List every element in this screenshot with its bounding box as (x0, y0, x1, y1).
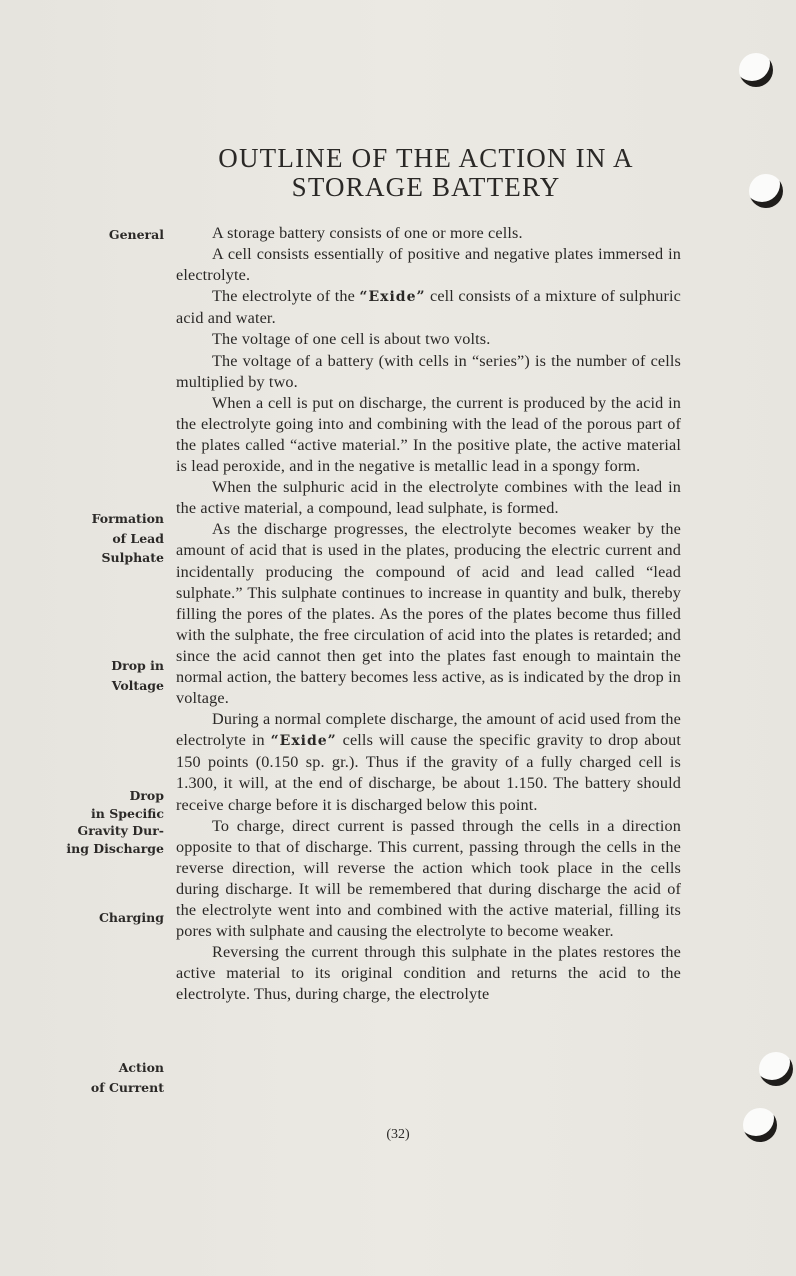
paragraph-10: To charge, direct current is passed through the cells in a direction opposite to that of discharge. This current, passing through the cells in the reverse direction, will reverse the action which took place in the cells during discharge. It will be remembered that during discharge the acid of the electrolyte went into and combined with the active material, filling its pores with sulphate and causing the electrolyte to become weaker. (176, 816, 681, 941)
paragraph-4: The voltage of one cell is about two volts. (212, 330, 491, 349)
binder-hole-1 (739, 53, 773, 87)
exide-brand-mark: “Exide” (359, 289, 426, 306)
binder-hole-2 (749, 174, 783, 208)
paragraph-3: The electrolyte of the “Exide” cell consists of a mixture of sulphuric acid and water. (176, 287, 681, 328)
paragraph-2: A cell consists essentially of positive and negative plates immersed in electrolyte. (176, 245, 681, 285)
margin-note-charging: Charging (98, 910, 164, 925)
margin-note-general: General (108, 227, 164, 242)
paragraph-1: A storage battery consists of one or more cells. (212, 224, 523, 242)
margin-note-action-current: Action of Current (90, 1060, 164, 1095)
page-title (176, 144, 676, 202)
paragraph-7: When the sulphuric acid in the electrolyte combines with the lead in the active material, a compound, lead sulphate, is formed. (176, 478, 681, 518)
body-text (176, 223, 681, 1005)
exide-brand-mark: “Exide” (270, 733, 337, 750)
margin-note-drop-gravity: Drop in Specific Gravity Dur- ing Discharge (66, 788, 164, 856)
paragraph-5: The voltage of a battery (with cells in “series”) is the number of cells multiplied by two. (176, 351, 681, 391)
title-line-2: STORAGE BATTERY (291, 172, 561, 202)
margin-note-formation: Formation of Lead Sulphate (91, 511, 164, 565)
binder-hole-3 (759, 1052, 793, 1086)
paragraph-6: When a cell is put on discharge, the current is produced by the acid in the electrolyte going into and combining with the lead of the porous part of the plates called “active material.” In the positive plate, the active material is lead peroxide, and in the negative is metallic lead in a spongy form. (176, 393, 681, 476)
paragraph-11: Reversing the current through this sulphate in the plates restores the active material to its original condition and returns the acid to the electrolyte. Thus, during charge, the electrolyte (176, 943, 681, 1004)
paragraph-8: As the discharge progresses, the electrolyte becomes weaker by the amount of acid that is used in the plates, producing the electric current and incidentally producing the compound of acid and lead called “lead sulphate.” This sulphate continues to increase in quantity and bulk, thereby filling the pores of the plates. As the pores of the plates become thus filled with the sulphate, the free circulation of acid into the plates is retarded; and since the acid cannot then get into the plates fast enough to maintain the normal action, the battery becomes less active, as is indicated by the drop in voltage. (176, 520, 681, 708)
title-line-1: OUTLINE OF THE ACTION IN A (218, 143, 634, 173)
page-number: (32) (386, 1127, 410, 1142)
margin-note-drop-voltage: Drop in Voltage (111, 658, 164, 693)
paragraph-9: During a normal complete discharge, the amount of acid used from the electrolyte in “Exide” cells will cause the specific gravity to drop about 150 points (0.150 sp. gr.). Thus if the gravity of a fully charged cell is 1.300, it will, at the end of discharge, be about 1.150. The battery should receive charge before it is discharged below this point. (176, 710, 681, 814)
